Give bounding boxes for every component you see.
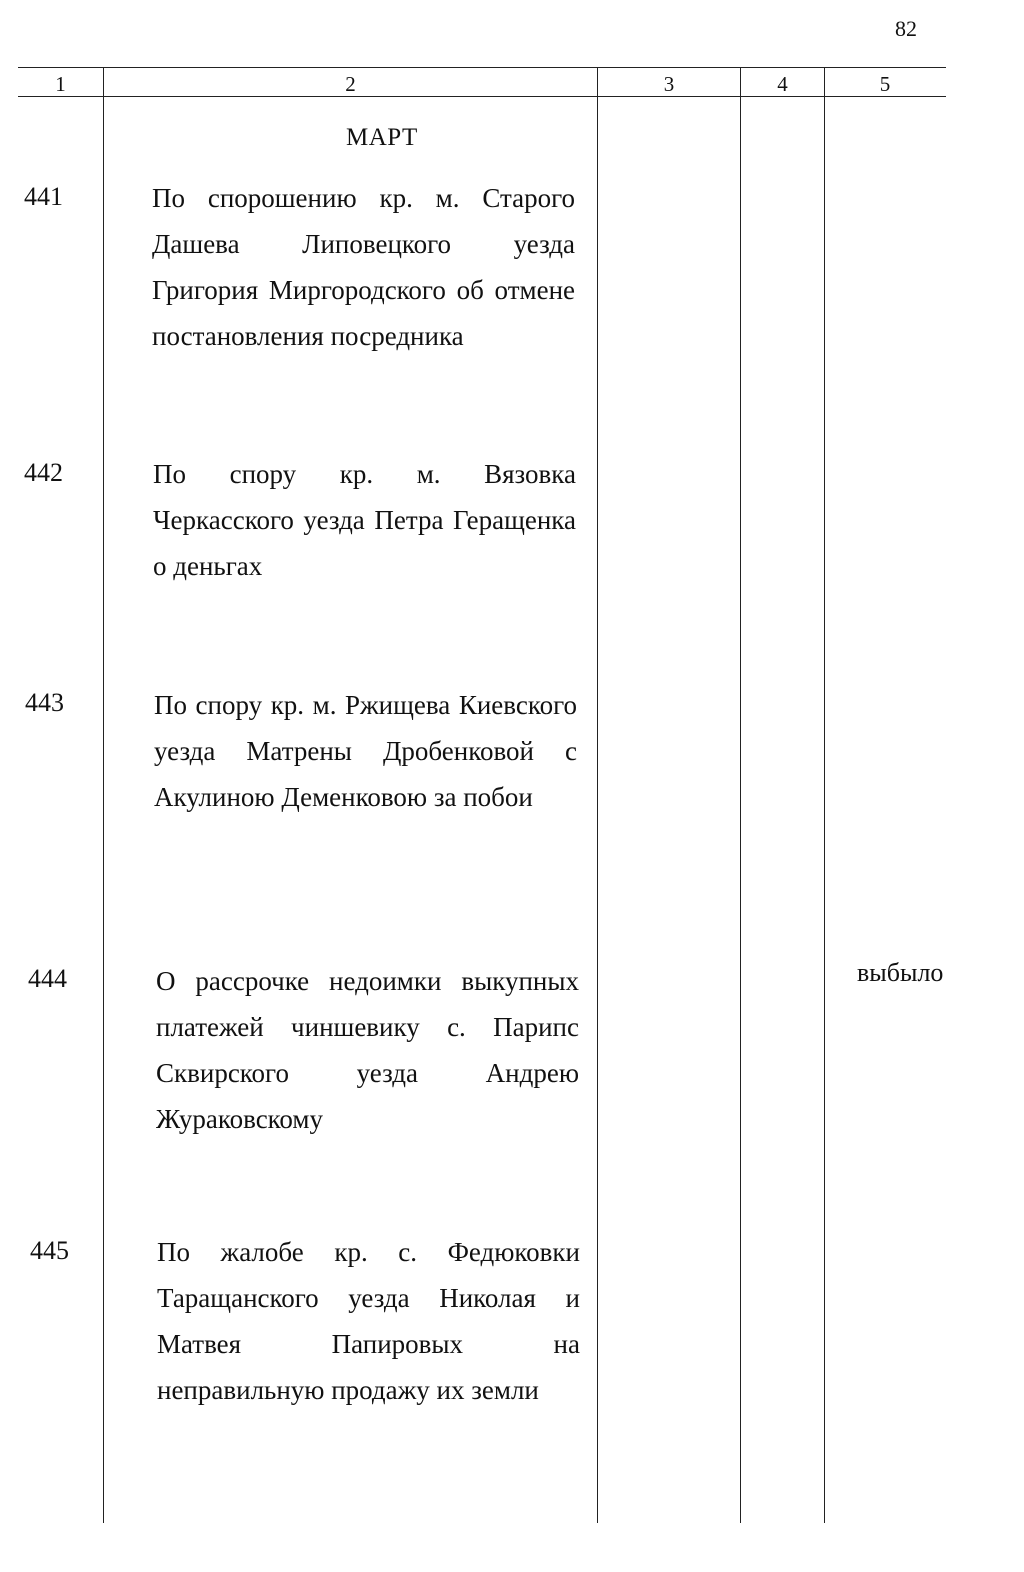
entry-description: По спорошению кр. м. Старого Дашева Липовецкого уезда Григория Миргородского об отмене постановления посредника [152,183,575,351]
month-heading: МАРТ [346,124,418,151]
page-number: 82 [895,16,917,41]
column-header-5: 5 [879,72,891,96]
column-divider-1-2 [103,68,104,1523]
column-header-2: 2 [345,72,356,96]
column-divider-3-4 [740,68,741,1523]
column-header-3: 3 [663,72,675,96]
entry-description: По спору кр. м. Вязовка Черкасского уезда Петра Геращенка о деньгах [153,459,576,581]
column-header-4: 4 [777,72,788,96]
entry-number: 445 [30,1236,69,1265]
entry-description: О рассрочке недоимки выкупных платежей чиншевику с. Парипс Сквирского уезда Андрею Жураковскому [156,966,579,1134]
column-divider-4-5 [824,68,825,1523]
entry-description: По спору кр. м. Ржищева Киевского уезда Матрены Дробенковой с Акулиною Деменковою за побои [154,690,577,812]
column-divider-2-3 [597,68,598,1523]
entry-number: 442 [24,458,63,487]
column-header-1: 1 [55,72,66,96]
entry-number: 441 [24,182,63,211]
entry-status-note: выбыло [857,958,944,987]
table-top-rule [18,67,946,68]
entry-number: 443 [25,688,64,717]
entry-description: По жалобе кр. с. Федюковки Таращанского уезда Николая и Матвея Папировых на неправильную продажу их земли [157,1237,580,1405]
entry-number: 444 [28,964,67,993]
